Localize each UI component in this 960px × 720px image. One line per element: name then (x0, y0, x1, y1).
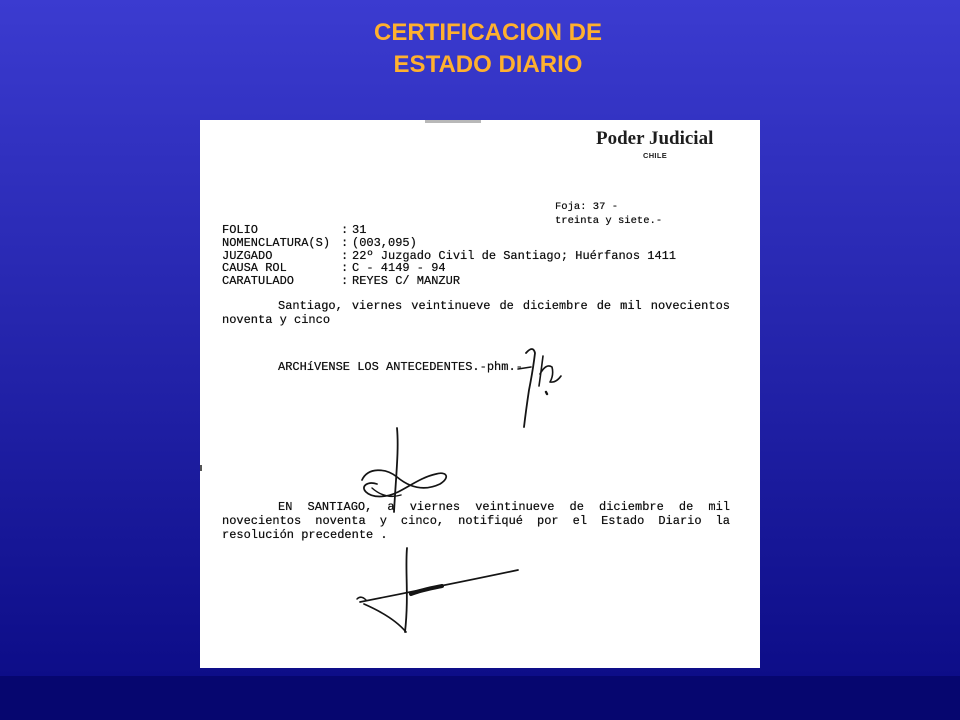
field-value: 31 (352, 223, 367, 237)
notification-line-2: novecientos noventa y cinco, notifiqué por el Estado Diario la (222, 514, 730, 528)
field-label: CARATULADO (222, 274, 295, 288)
foja-words: treinta y siete.- (555, 215, 663, 227)
field-value: 22º Juzgado Civil de Santiago; Huérfanos 1411 (352, 249, 677, 263)
signature-3 (357, 548, 518, 632)
slide-title-line-1: CERTIFICACION DE (374, 19, 602, 46)
field-separator: : (341, 223, 349, 237)
field-label: CAUSA ROL (222, 261, 287, 275)
field-value: REYES C/ MANZUR (352, 274, 461, 288)
field-label: JUZGADO (222, 249, 273, 263)
field-separator: : (341, 274, 349, 288)
resolution-order: ARCHíVENSE LOS ANTECEDENTES.-phm.- (278, 360, 523, 374)
scanned-document (200, 120, 760, 668)
field-separator: : (341, 249, 349, 263)
field-label: FOLIO (222, 223, 259, 237)
signatures-layer (200, 120, 760, 668)
resolution-line-1: Santiago, viernes veintinueve de diciembre de mil novecientos (278, 299, 730, 313)
notification-line-3: resolución precedente . (222, 528, 388, 542)
field-value: (003,095) (352, 236, 417, 250)
signature-1 (518, 349, 561, 427)
slide-title-line-2: ESTADO DIARIO (393, 51, 583, 78)
signature-2 (362, 428, 446, 512)
field-label: NOMENCLATURA(S) (222, 236, 331, 250)
resolution-line-2: noventa y cinco (222, 313, 331, 327)
letterhead-country: CHILE (643, 151, 667, 160)
foja-number: Foja: 37 - (555, 201, 619, 213)
notification-line-1: EN SANTIAGO, a viernes veintinueve de diciembre de mil (278, 500, 730, 514)
bottom-band (0, 676, 960, 720)
letterhead-name: Poder Judicial (596, 128, 714, 149)
field-value: C - 4149 - 94 (352, 261, 446, 275)
field-separator: : (341, 261, 349, 275)
field-separator: : (341, 236, 349, 250)
